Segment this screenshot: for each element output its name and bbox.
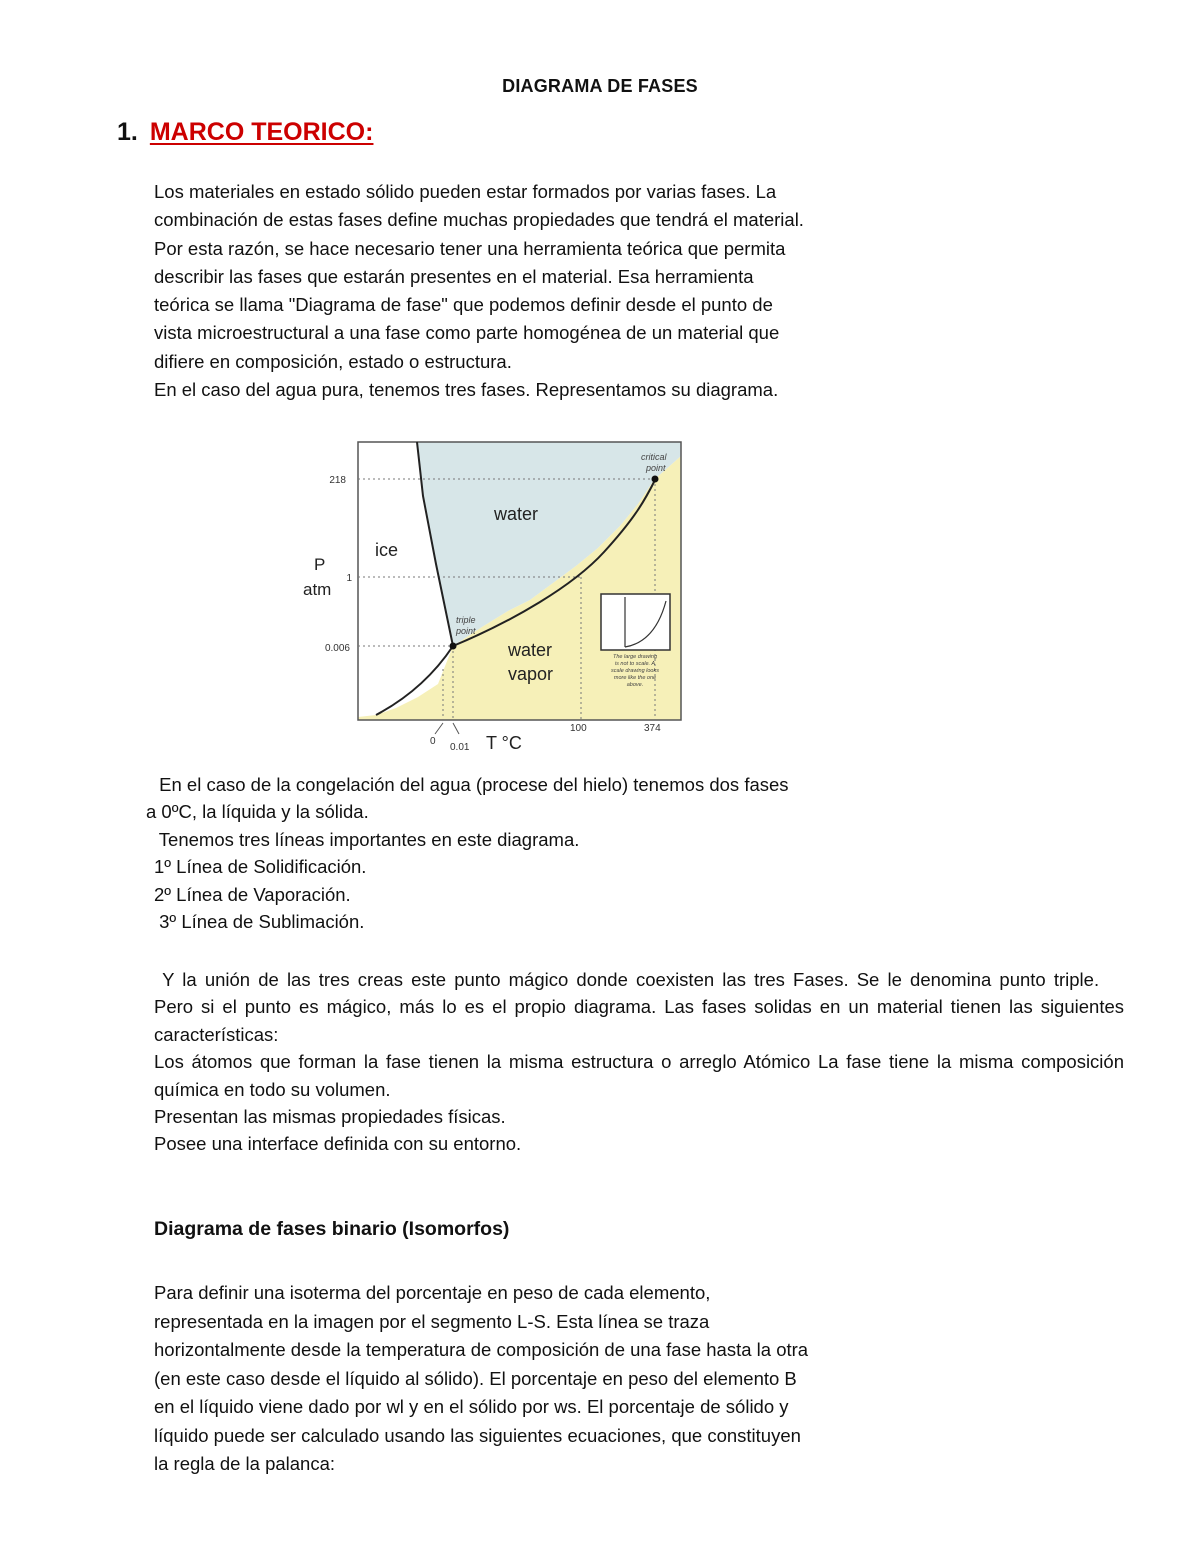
section-label: MARCO TEORICO: [149, 118, 374, 146]
text-line: Para definir una isoterma del porcentaje en peso de cada elemento, [154, 1282, 711, 1303]
water-phase-diagram [298, 436, 688, 756]
inset-note: above. [626, 682, 644, 688]
text-line: teórica se llama "Diagrama de fase" que podemos definir desde el punto de [154, 294, 773, 316]
text-line: 2º Línea de Vaporación. [154, 883, 351, 905]
document-title: DIAGRAMA DE FASES [502, 76, 698, 96]
text-paragraph: Y la unión de las tres creas este punto mágico donde coexisten las tres Fases. Se le denomina punto triple. [154, 969, 1100, 990]
justified-paragraphs [154, 966, 1124, 1158]
intro-paragraph [154, 178, 804, 404]
critical-label-1: critical [641, 452, 667, 462]
x-tick: 0.01 [450, 742, 470, 753]
text-line: 3º Línea de Sublimación. [154, 911, 365, 933]
phase-diagram-svg [298, 436, 688, 756]
vapor-label-2: vapor [508, 664, 554, 684]
text-line: a 0ºC, la líquida y la sólida. [146, 801, 369, 823]
x-axis-label: T °C [486, 733, 522, 753]
text-line: líquido puede ser calculado usando las siguientes ecuaciones, que constituyen [154, 1424, 801, 1446]
critical-label-2: point [646, 463, 666, 473]
y-axis-label-p: P [314, 555, 326, 574]
section-number: 1. [117, 118, 138, 146]
text-line: combinación de estas fases define muchas propiedades que tendrá el material. [154, 209, 804, 231]
vapor-label-1: water [508, 640, 553, 660]
text-line: en el líquido viene dado por wl y en el sólido por ws. El porcentaje de sólido y [154, 1396, 789, 1417]
triple-label-2: point [456, 626, 476, 636]
text-line: describir las fases que estarán presentes en el material. Esa herramienta [154, 265, 754, 287]
triple-point-dot [450, 643, 457, 650]
text-line: Por esta razón, se hace necesario tener una herramienta teórica que permita [154, 237, 786, 259]
text-paragraph: Posee una interface definida con su entorno. [154, 1133, 522, 1155]
text-line: vista microestructural a una fase como parte homogénea de un material que [154, 322, 780, 344]
text-paragraph: Pero si el punto es mágico, más lo es el propio diagrama. Las fases solidas en un material tienen las siguientes características: [154, 996, 1124, 1045]
text-line: (en este caso desde el líquido al sólido). El porcentaje en peso del elemento B [154, 1367, 797, 1389]
inset-note: scale drawing looks [611, 668, 659, 674]
triple-label-1: triple [456, 615, 476, 625]
binary-diagram-heading: Diagrama de fases binario (Isomorfos) [154, 1218, 510, 1240]
binary-diagram-paragraph [154, 1279, 808, 1479]
after-figure-paragraph [146, 771, 789, 935]
y-tick: 218 [329, 475, 346, 486]
water-label: water [494, 504, 539, 524]
text-line: la regla de la palanca: [154, 1453, 336, 1474]
x-tick: 0 [430, 736, 436, 747]
y-tick: 0.006 [324, 643, 350, 654]
text-line: Los materiales en estado sólido pueden estar formados por varias fases. La [154, 181, 777, 202]
text-line: En el caso de la congelación del agua (procese del hielo) tenemos dos fases [154, 774, 789, 795]
text-paragraph: Los átomos que forman la fase tienen la misma estructura o arreglo Atómico La fase tiene la misma composición química en todo su volumen. [154, 1051, 1124, 1100]
text-line: Tenemos tres líneas importantes en este diagrama. [154, 828, 580, 850]
section-heading [117, 118, 373, 147]
text-line: representada en la imagen por el segmento L-S. Esta línea se traza [154, 1310, 710, 1332]
text-paragraph: Presentan las mismas propiedades físicas. [154, 1106, 506, 1128]
inset-note: more like the one [613, 675, 657, 681]
y-tick: 1 [346, 573, 352, 584]
text-line: 1º Línea de Solidificación. [154, 856, 367, 878]
text-line: horizontalmente desde la temperatura de composición de una fase hasta la otra [154, 1339, 809, 1360]
text-line: En el caso del agua pura, tenemos tres fases. Representamos su diagrama. [154, 379, 779, 401]
text-line: difiere en composición, estado o estructura. [154, 350, 512, 372]
inset-note: The large drawing [612, 654, 658, 660]
critical-point-dot [652, 476, 659, 483]
ice-label: ice [375, 540, 399, 560]
x-tick: 374 [644, 723, 661, 734]
inset-note: is not to scale. A [614, 661, 656, 667]
x-tick: 100 [570, 723, 587, 734]
y-axis-label-atm: atm [303, 580, 332, 599]
